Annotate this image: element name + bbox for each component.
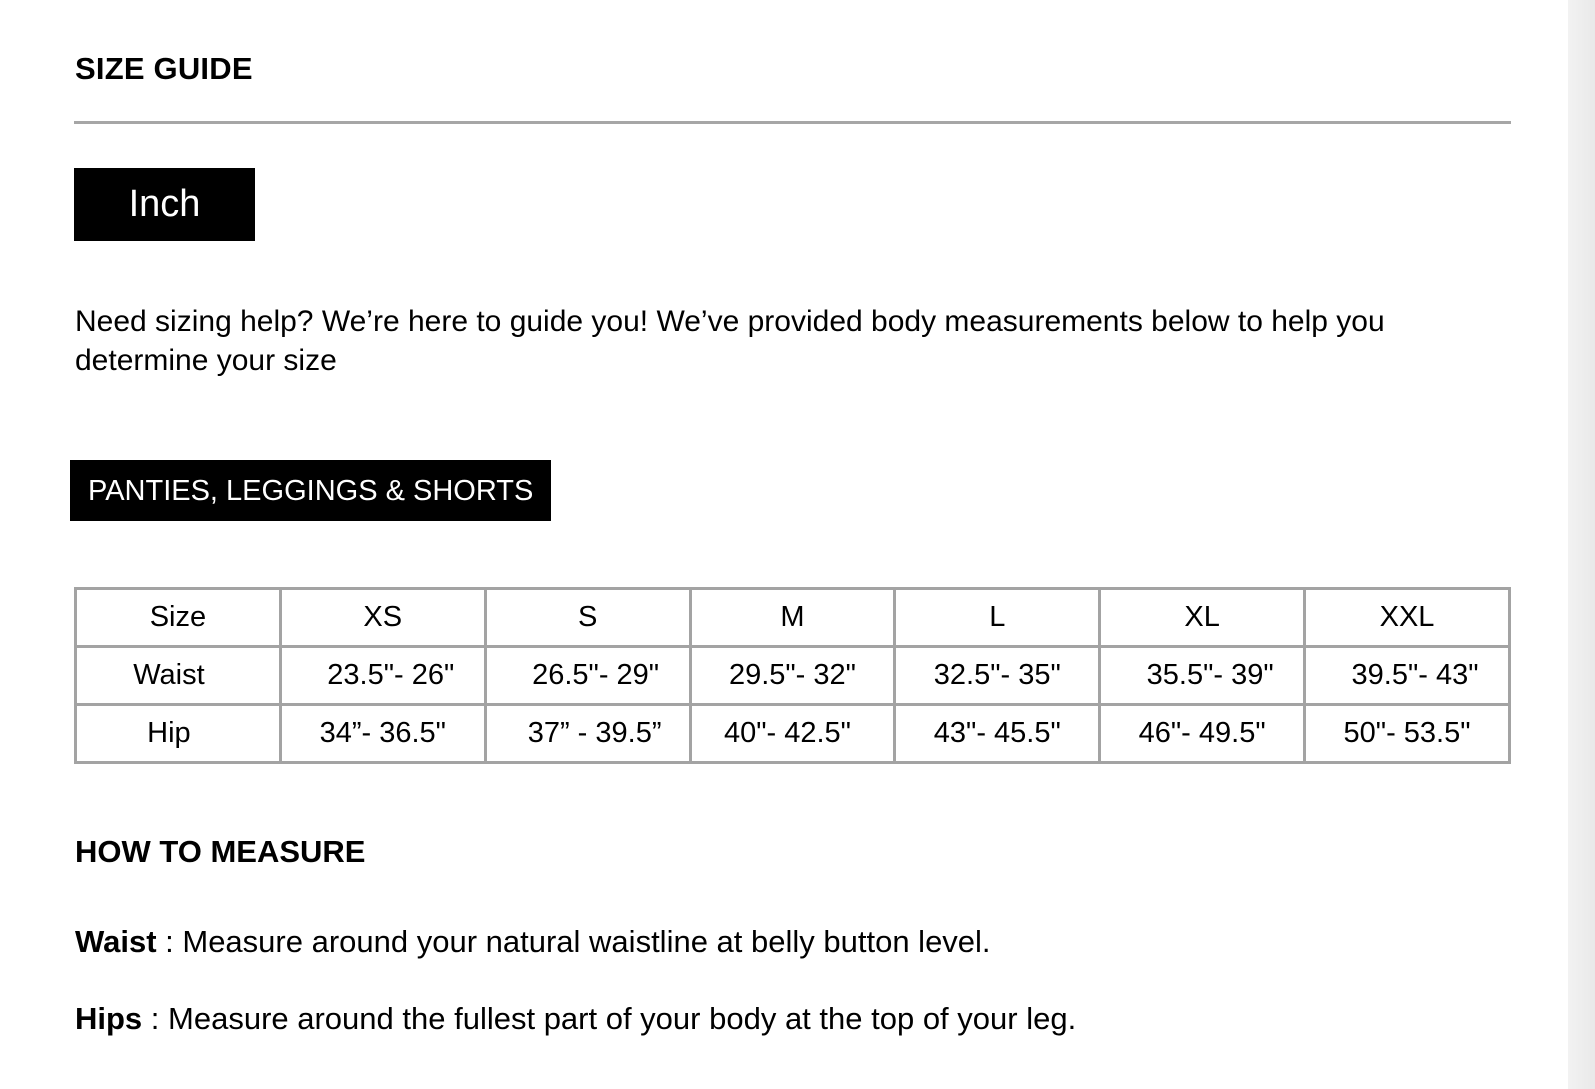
table-cell: 29.5"- 32" [690,647,895,705]
header-cell-l: L [895,589,1100,647]
header-cell-xxl: XXL [1305,589,1510,647]
header-cell-s: S [485,589,690,647]
hips-description: : Measure around the fullest part of your body at the top of your leg. [142,1001,1077,1036]
table-row-waist [76,647,1510,705]
table-cell: 23.5"- 26" [280,647,485,705]
title-divider [74,121,1511,124]
table-cell: 46"- 49.5" [1100,705,1305,763]
hips-label: Hips [75,1001,143,1036]
page-title: SIZE GUIDE [75,51,253,86]
waist-description: : Measure around your natural waistline at belly button level. [156,924,991,959]
row-label-hip: Hip [76,705,281,763]
header-cell-size: Size [76,589,281,647]
table-row-hip [76,705,1510,763]
page-edge-shade [1568,0,1595,1089]
waist-instruction [75,923,991,961]
header-cell-xl: XL [1100,589,1305,647]
header-cell-xs: XS [280,589,485,647]
intro-text: Need sizing help? We’re here to guide you! We’ve provided body measurements below to help you determine your size [75,305,1385,377]
table-header-row [76,589,1510,647]
table-cell: 40"- 42.5" [690,705,895,763]
table-cell: 37” - 39.5” [485,705,690,763]
table-cell: 34”- 36.5" [280,705,485,763]
table-cell: 32.5"- 35" [895,647,1100,705]
category-badge: PANTIES, LEGGINGS & SHORTS [70,460,551,521]
hips-instruction [75,1000,1076,1038]
unit-tab-inch[interactable]: Inch [74,168,255,241]
table-cell: 50"- 53.5" [1305,705,1510,763]
size-table [74,587,1511,764]
table-cell: 39.5"- 43" [1305,647,1510,705]
table-cell: 26.5"- 29" [485,647,690,705]
waist-label: Waist [75,924,157,959]
how-to-measure-heading: HOW TO MEASURE [75,834,366,869]
table-cell: 43"- 45.5" [895,705,1100,763]
table-cell: 35.5"- 39" [1100,647,1305,705]
header-cell-m: M [690,589,895,647]
row-label-waist: Waist [76,647,281,705]
